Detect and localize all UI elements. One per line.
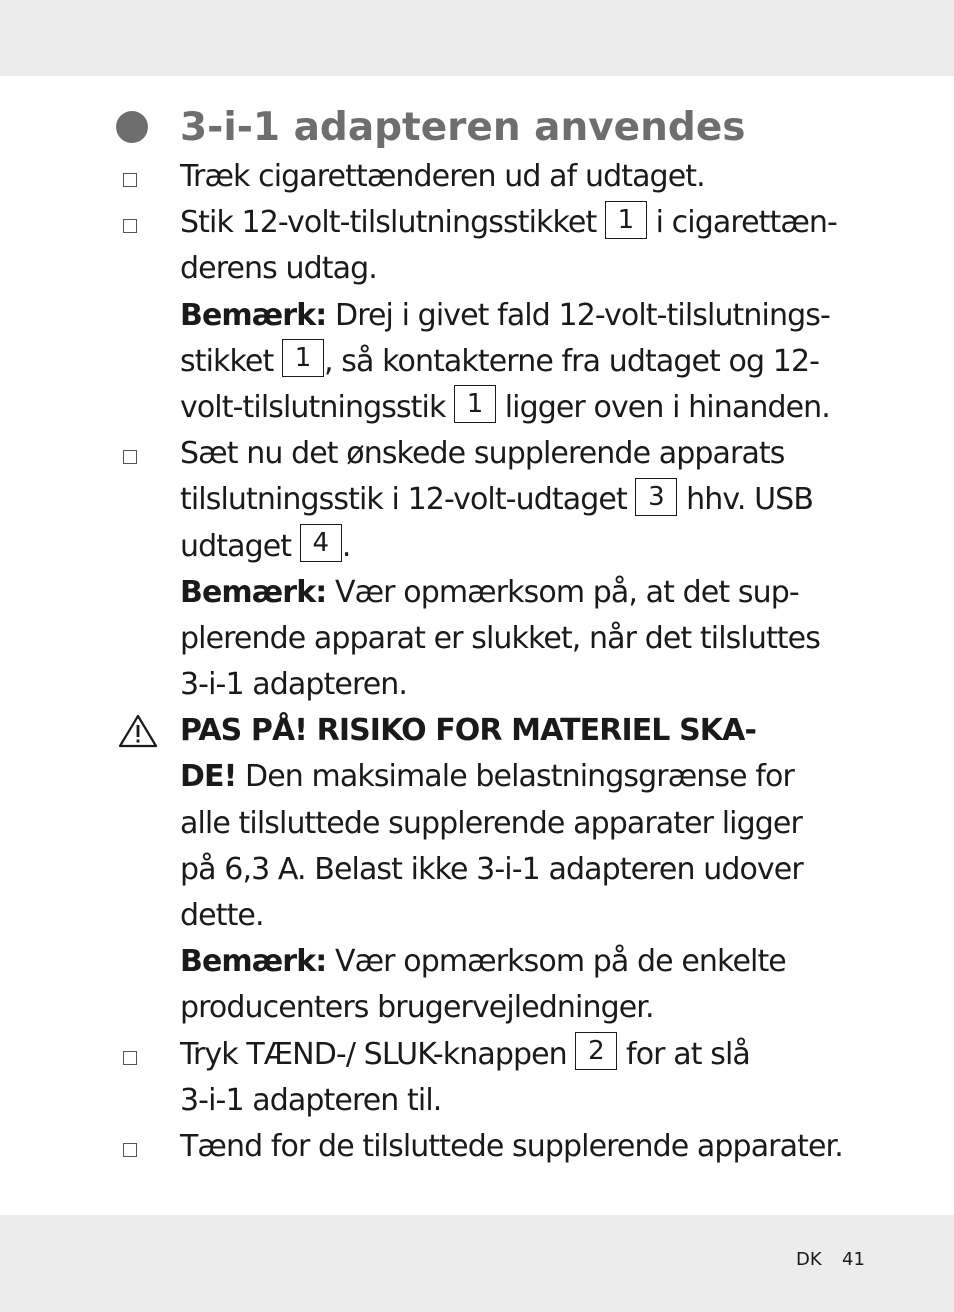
warning-text: dette. xyxy=(180,898,264,933)
warning xyxy=(180,708,870,754)
warning-text: alle tilsluttede supplerende apparater ligger xyxy=(180,805,802,841)
note-text: Vær opmærksom på, at det sup- xyxy=(326,574,799,610)
ref-box: 1 xyxy=(605,201,647,239)
step-text: tilslutningsstik i 12-volt-udtaget xyxy=(180,482,636,518)
note-1 xyxy=(180,293,870,339)
ref-box: 4 xyxy=(300,524,342,562)
step-3-cont xyxy=(180,477,870,523)
note-1-cont xyxy=(180,385,870,431)
instructions-content xyxy=(180,154,870,1170)
step-text: . xyxy=(341,528,351,564)
step-text: Tryk TÆND-/ SLUK-knappen xyxy=(180,1036,576,1072)
note-text: 3-i-1 adapteren. xyxy=(180,667,408,703)
step-text: hhv. USB xyxy=(677,482,813,518)
note-text: ligger oven i hinanden. xyxy=(496,389,830,425)
note-label: Bemærk: xyxy=(180,944,327,980)
top-band xyxy=(0,0,954,76)
note-text: plerende apparat er slukket, når det tilsluttes xyxy=(180,620,820,656)
checkbox-icon xyxy=(123,173,137,187)
note-text: stikket xyxy=(180,343,282,379)
footer-page-number: 41 xyxy=(842,1249,865,1270)
note-1-cont xyxy=(180,339,870,385)
step-text: Sæt nu det ønskede supplerende apparats xyxy=(180,436,785,472)
ref-box: 3 xyxy=(635,478,677,516)
heading-bullet-icon xyxy=(116,111,148,143)
step-text: Tænd for de tilsluttede supplerende apparater. xyxy=(180,1128,843,1164)
section-heading: 3-i-1 adapteren anvendes xyxy=(180,105,746,150)
step-1 xyxy=(180,154,870,200)
checkbox-icon xyxy=(123,1051,137,1065)
note-2 xyxy=(180,570,870,616)
note-label: Bemærk: xyxy=(180,574,327,610)
step-3-cont xyxy=(180,524,870,570)
checkbox-icon xyxy=(123,219,137,233)
ref-box: 1 xyxy=(282,339,324,377)
warning-text: på 6,3 A. Belast ikke 3-i-1 adapteren udover xyxy=(180,851,803,887)
step-text: Træk cigarettænderen ud af udtaget. xyxy=(180,159,705,194)
step-2 xyxy=(180,200,870,246)
step-3 xyxy=(180,431,870,477)
note-3 xyxy=(180,939,870,985)
step-text: Stik 12-volt-tilslutningsstikket xyxy=(180,205,605,241)
note-text: Vær opmærksom på de enkelte xyxy=(326,944,786,980)
step-5 xyxy=(180,1124,870,1170)
step-2-cont xyxy=(180,246,870,292)
step-text: udtaget xyxy=(180,528,300,564)
footer-language: DK xyxy=(796,1249,822,1270)
note-text: , så kontakterne fra udtaget og 12- xyxy=(323,343,820,379)
warning-title: PAS PÅ! RISIKO FOR MATERIEL SKA- xyxy=(180,713,756,749)
step-text: i cigarettæn- xyxy=(646,205,837,241)
warning-cont xyxy=(180,754,870,800)
step-4-cont xyxy=(180,1078,870,1124)
note-3-cont xyxy=(180,985,870,1031)
step-text: for at slå xyxy=(617,1036,750,1072)
checkbox-icon xyxy=(123,450,137,464)
warning-text: Den maksimale belastningsgrænse for xyxy=(236,759,794,795)
ref-box: 1 xyxy=(454,385,496,423)
note-label: Bemærk: xyxy=(180,297,327,333)
note-2-cont xyxy=(180,616,870,662)
warning-cont xyxy=(180,847,870,893)
warning-cont xyxy=(180,801,870,847)
step-text: 3-i-1 adapteren til. xyxy=(180,1082,442,1118)
step-text: derens udtag. xyxy=(180,251,377,287)
note-text: Drej i givet fald 12-volt-tilslutnings- xyxy=(326,297,830,333)
step-4 xyxy=(180,1032,870,1078)
note-text: producenters brugervejledninger. xyxy=(180,990,654,1026)
ref-box: 2 xyxy=(575,1032,617,1070)
note-text: volt-tilslutningsstik xyxy=(180,389,455,425)
warning-cont xyxy=(180,893,870,939)
warning-title: DE! xyxy=(180,759,237,795)
warning-triangle-icon xyxy=(118,714,158,748)
note-2-cont xyxy=(180,662,870,708)
checkbox-icon xyxy=(123,1143,137,1157)
